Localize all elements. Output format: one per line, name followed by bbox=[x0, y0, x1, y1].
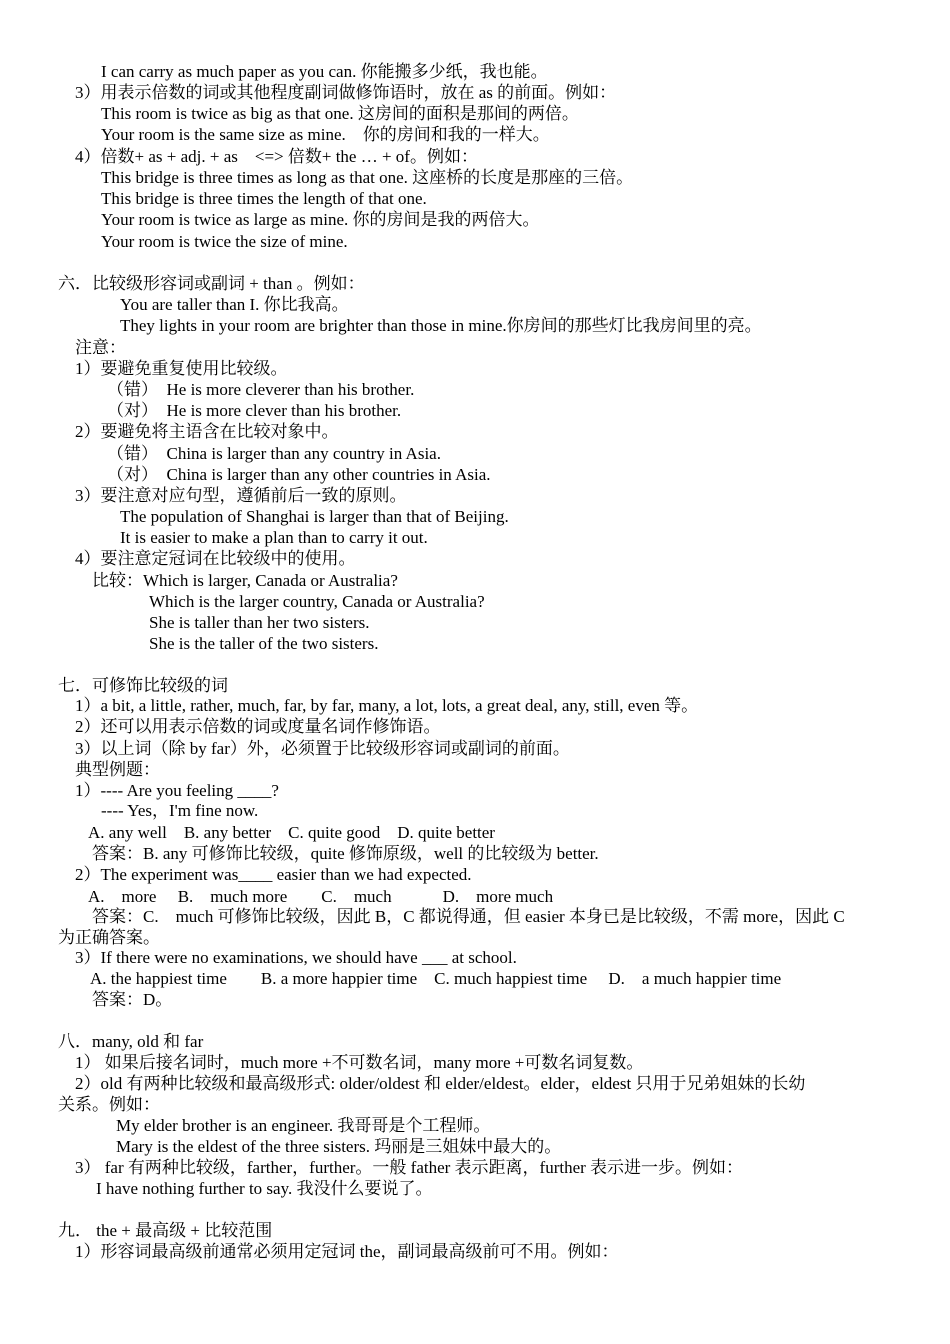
text-line: （对） China is larger than any other countries in Asia. bbox=[107, 465, 491, 484]
text-line: （对） He is more clever than his brother. bbox=[107, 401, 402, 420]
text-line: 答案：C. much 可修饰比较级，因此 B，C 都说得通，但 easier 本身已是比较级，不需 more，因此 C bbox=[92, 907, 845, 926]
text-line: She is taller than her two sisters. bbox=[149, 613, 370, 632]
text-line: My elder brother is an engineer. 我哥哥是个工程师。 bbox=[116, 1116, 491, 1135]
text-line: Which is the larger country, Canada or Australia? bbox=[149, 592, 485, 611]
text-line: 1）要避免重复使用比较级。 bbox=[75, 359, 288, 378]
text-line: A. the happiest time B. a more happier time C. much happiest time D. a much happier time bbox=[90, 969, 782, 988]
text-line: The population of Shanghai is larger than that of Beijing. bbox=[120, 507, 509, 526]
section-heading: 八．many, old 和 far bbox=[58, 1032, 204, 1051]
section-heading: 九． the + 最高级 + 比较范围 bbox=[58, 1221, 273, 1240]
text-line: She is the taller of the two sisters. bbox=[149, 634, 379, 653]
text-line: 1） 如果后接名词时，much more +不可数名词，many more +可数名词复数。 bbox=[75, 1053, 644, 1072]
text-line: They lights in your room are brighter than those in mine.你房间的那些灯比我房间里的亮。 bbox=[120, 316, 762, 335]
text-line: 2）old 有两种比较级和最高级形式: older/oldest 和 elder/eldest。elder，eldest 只用于兄弟姐妹的长幼 bbox=[75, 1074, 806, 1093]
text-line: I can carry as much paper as you can. 你能搬多少纸，我也能。 bbox=[101, 62, 548, 81]
text-line: 典型例题： bbox=[75, 760, 160, 779]
text-line: 1）a bit, a little, rather, much, far, by far, many, a lot, lots, a great deal, any, still, even 等。 bbox=[75, 696, 699, 715]
text-line: 2）The experiment was____ easier than we had expected. bbox=[75, 865, 472, 884]
text-line: Your room is the same size as mine. 你的房间和我的一样大。 bbox=[101, 125, 550, 144]
text-line: You are taller than I. 你比我高。 bbox=[120, 295, 349, 314]
section-heading: 七．可修饰比较级的词 bbox=[58, 676, 228, 695]
text-line: 3） far 有两种比较级，farther，further。一般 father 表示距离，further 表示进一步。例如： bbox=[75, 1158, 744, 1177]
text-line: 答案：D。 bbox=[92, 990, 173, 1009]
text-line: 2）还可以用表示倍数的词或度量名词作修饰语。 bbox=[75, 717, 441, 736]
text-line: This room is twice as big as that one. 这房间的面积是那间的两倍。 bbox=[101, 104, 579, 123]
text-line: 1）---- Are you feeling ____? bbox=[75, 781, 279, 800]
text-line: 3）If there were no examinations, we should have ___ at school. bbox=[75, 948, 517, 967]
text-line: I have nothing further to say. 我没什么要说了。 bbox=[96, 1179, 433, 1198]
text-line: 3）用表示倍数的词或其他程度副词做修饰语时，放在 as 的前面。例如： bbox=[75, 83, 617, 102]
text-line: 4）倍数+ as + adj. + as <=> 倍数+ the … + of。例如： bbox=[75, 147, 478, 166]
text-line: 2）要避免将主语含在比较对象中。 bbox=[75, 422, 339, 441]
text-line: Your room is twice the size of mine. bbox=[101, 232, 348, 251]
text-line: Mary is the eldest of the three sisters. 玛丽是三姐妹中最大的。 bbox=[116, 1137, 562, 1156]
text-line: 3）以上词（除 by far）外，必须置于比较级形容词或副词的前面。 bbox=[75, 739, 570, 758]
text-line: A. more B. much more C. much D. more much bbox=[88, 887, 554, 906]
text-line: 比较：Which is larger, Canada or Australia? bbox=[92, 571, 398, 590]
text-line: This bridge is three times the length of that one. bbox=[101, 189, 427, 208]
text-line: Your room is twice as large as mine. 你的房间是我的两倍大。 bbox=[101, 210, 540, 229]
text-line: 为正确答案。 bbox=[58, 928, 160, 947]
text-line: 关系。例如： bbox=[58, 1095, 160, 1114]
text-line: 答案：B. any 可修饰比较级，quite 修饰原级，well 的比较级为 better. bbox=[92, 844, 599, 863]
text-line: 3）要注意对应句型，遵循前后一致的原则。 bbox=[75, 486, 407, 505]
text-line: （错） China is larger than any country in Asia. bbox=[107, 444, 441, 463]
text-line: ---- Yes，I'm fine now. bbox=[101, 801, 259, 820]
text-line: 1）形容词最高级前通常必须用定冠词 the，副词最高级前可不用。例如： bbox=[75, 1242, 619, 1261]
text-line: A. any well B. any better C. quite good D. quite better bbox=[88, 823, 495, 842]
text-line: 注意： bbox=[75, 338, 126, 357]
text-line: It is easier to make a plan than to carry it out. bbox=[120, 528, 428, 547]
text-line: This bridge is three times as long as that one. 这座桥的长度是那座的三倍。 bbox=[101, 168, 634, 187]
text-line: （错） He is more cleverer than his brother. bbox=[107, 380, 415, 399]
section-heading: 六．比较级形容词或副词 + than 。例如： bbox=[58, 274, 365, 293]
text-line: 4）要注意定冠词在比较级中的使用。 bbox=[75, 549, 356, 568]
